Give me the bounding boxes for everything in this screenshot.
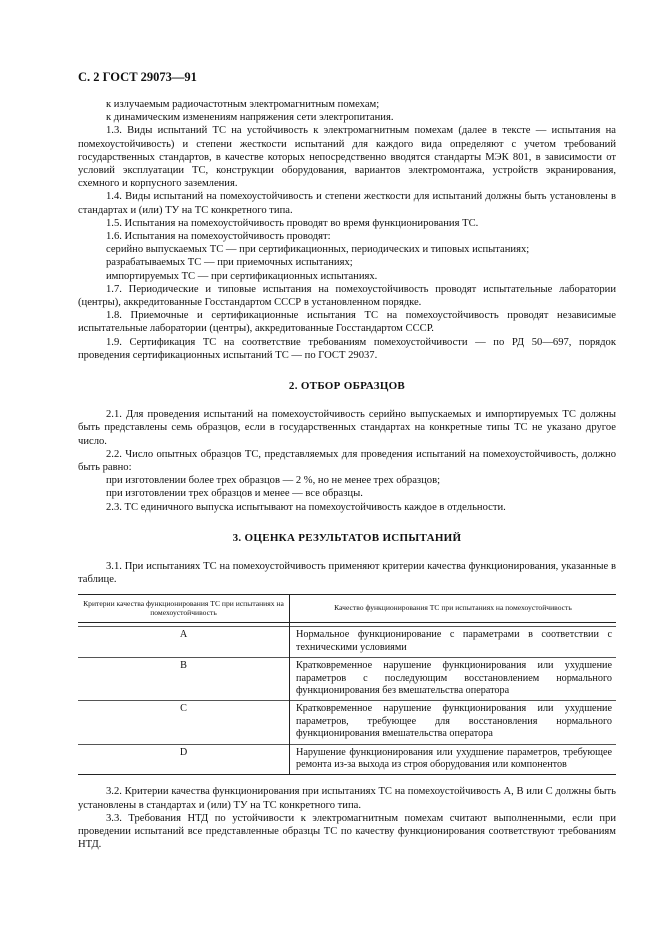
clause-1-3: 1.3. Виды испытаний ТС на устойчивость к электромагнитным помехам (далее в тексте — испытания на помехоустойчивость) и степени жесткости испытаний для каждого вида определяют с учетом требований государственных стандартов, в качестве которых непосредственно вводятся стандарты МЭК 801, в зависимости от условий эксплуатации ТС, конструкции оборудования, вариантов электромонтажа, устройств экранирования, схемного и корпусного заземления.: [78, 125, 616, 190]
description-cell: Кратковременное нарушение функционирования или ухудшение параметров, требующее для восстановления нормального функционирования вмешательства оператора: [290, 701, 617, 744]
document-body: [78, 98, 616, 851]
clause-3-1: 3.1. При испытаниях ТС на помехоустойчивость применяют критерии качества функционирования, указанные в таблице.: [78, 561, 616, 586]
table-row: [78, 627, 616, 658]
criterion-cell: D: [78, 744, 290, 775]
criterion-cell: C: [78, 701, 290, 744]
description-cell: Нарушение функционирования или ухудшение параметров, требующее ремонта из-за выхода из строя оборудования или компонентов: [290, 744, 617, 775]
intro-line: к излучаемым радиочастотным электромагнитным помехам;: [106, 99, 380, 110]
clause-3-2: 3.2. Критерии качества функционирования при испытаниях ТС на помехоустойчивость А, В или С должны быть установлены в стандартах и (или) ТУ на ТС конкретного типа.: [78, 786, 616, 811]
intro-line: к динамическим изменениям напряжения сети электропитания.: [106, 112, 394, 124]
page-header: С. 2 ГОСТ 29073—91: [78, 70, 197, 84]
list-item: разрабатываемых ТС — при приемочных испытаниях;: [106, 257, 353, 269]
clause-1-4: 1.4. Виды испытаний на помехоустойчивость и степени жесткости для испытаний должны быть установлены в стандартах и (или) ТУ на ТС конкретного типа.: [78, 191, 616, 216]
section-2-heading: 2. ОТБОР ОБРАЗЦОВ: [288, 380, 406, 393]
list-item: при изготовлении трех образцов и менее — все образцы.: [106, 488, 363, 500]
section-3-heading: 3. ОЦЕНКА РЕЗУЛЬТАТОВ ИСПЫТАНИЙ: [232, 531, 462, 544]
description-cell: Кратковременное нарушение функционирования или ухудшение параметров с последующим восстановлением нормального функционирования без вмешательства оператора: [290, 658, 617, 701]
clause-3-3: 3.3. Требования НТД по устойчивости к электромагнитным помехам считают выполненными, если при проведении испытаний все представленные образцы ТС по качеству функционирования соответствуют требованиям НТД.: [78, 812, 616, 851]
clause-1-6: 1.6. Испытания на помехоустойчивость проводят:: [106, 231, 331, 243]
criterion-cell: B: [78, 658, 290, 701]
table-row: [78, 658, 616, 701]
clause-1-8: 1.8. Приемочные и сертификационные испытания ТС на помехоустойчивость проводят независимые испытательные лаборатории (центры), аккредитованные Госстандартом СССР.: [78, 310, 616, 335]
table-header-criteria: Критерии качества функционирования ТС при испытаниях на помехоустойчивость: [78, 594, 290, 623]
table-header-quality: Качество функционирования ТС при испытаниях на помехоустойчивость: [290, 594, 617, 623]
list-item: импортируемых ТС — при сертификационных испытаниях.: [106, 270, 378, 282]
list-item: серийно выпускаемых ТС — при сертификационных, периодических и типовых испытаниях;: [106, 244, 530, 256]
description-cell: Нормальное функционирование с параметрами в соответствии с техническими условиями: [290, 627, 617, 658]
list-item: при изготовлении более трех образцов — 2 %, но не менее трех образцов;: [106, 475, 441, 487]
criterion-cell: A: [78, 627, 290, 658]
table-row: [78, 701, 616, 744]
clause-2-3: 2.3. ТС единичного выпуска испытывают на помехоустойчивость каждое в отдельности.: [106, 501, 506, 513]
clause-1-5: 1.5. Испытания на помехоустойчивость проводят во время функционирования ТС.: [106, 217, 479, 229]
table-row: [78, 744, 616, 775]
clause-2-2: 2.2. Число опытных образцов ТС, представляемых для проведения испытаний на помехоустойчивость, должно быть равно:: [78, 448, 616, 474]
clause-2-1: 2.1. Для проведения испытаний на помехоустойчивость серийно выпускаемых и импортируемых ТС должны быть представлены семь образцов, если в государственных стандартах на конкретные типы ТС не указано другое число.: [78, 409, 616, 447]
clause-1-7: 1.7. Периодические и типовые испытания на помехоустойчивость проводят испытательные лаборатории (центры), аккредитованные Госстандартом СССР в установленном порядке.: [78, 283, 616, 309]
clause-1-9: 1.9. Сертификация ТС на соответствие требованиям помехоустойчивости — по РД 50—697, порядок проведения сертификационных испытаний ТС — по ГОСТ 29037.: [78, 336, 616, 361]
criteria-table: [78, 594, 616, 776]
